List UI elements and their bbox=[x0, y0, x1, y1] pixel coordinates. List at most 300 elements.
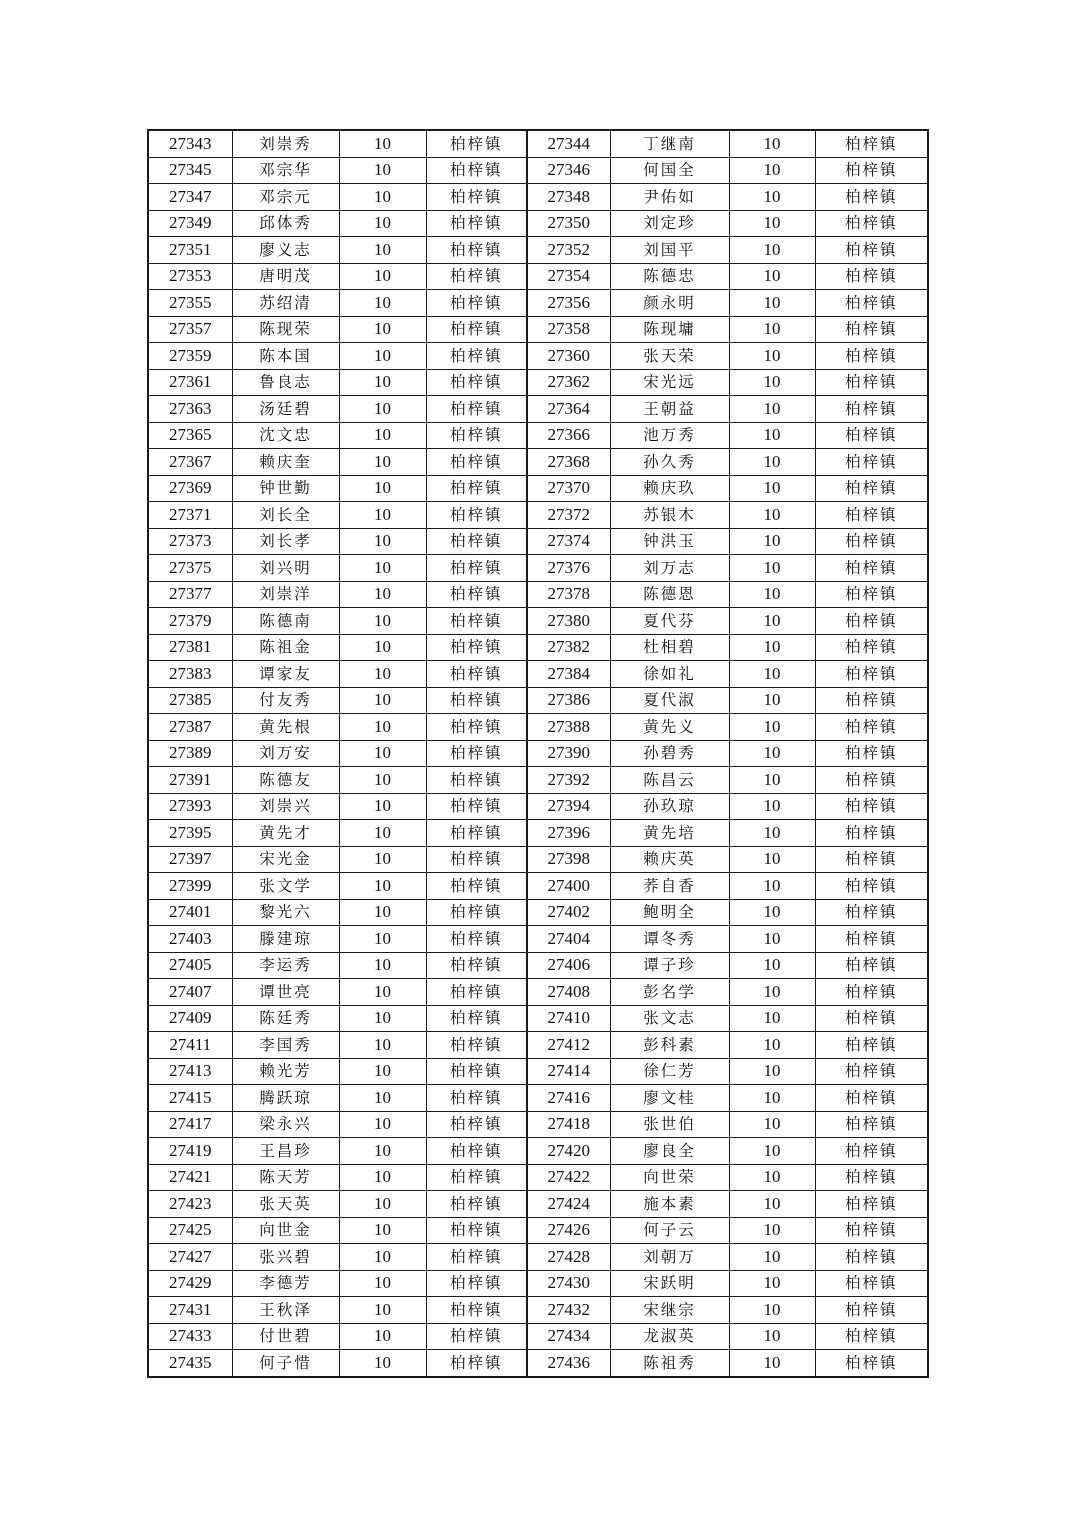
right-town-name: 柏梓镇 bbox=[815, 1032, 928, 1059]
left-amount-value: 10 bbox=[339, 237, 426, 264]
right-person-name: 荞自香 bbox=[610, 873, 729, 900]
table-row bbox=[148, 634, 928, 661]
right-amount-value: 10 bbox=[729, 1138, 815, 1165]
right-town-name: 柏梓镇 bbox=[815, 926, 928, 953]
left-person-name: 张天英 bbox=[232, 1191, 339, 1218]
right-amount-value: 10 bbox=[729, 475, 815, 502]
right-record-number: 27416 bbox=[527, 1085, 610, 1112]
left-town-name: 柏梓镇 bbox=[426, 1058, 527, 1085]
right-record-number: 27350 bbox=[527, 210, 610, 237]
table-row bbox=[148, 793, 928, 820]
left-record-number: 27365 bbox=[148, 422, 232, 449]
table-row bbox=[148, 1191, 928, 1218]
left-record-number: 27423 bbox=[148, 1191, 232, 1218]
table-row bbox=[148, 608, 928, 635]
left-record-number: 27377 bbox=[148, 581, 232, 608]
right-record-number: 27360 bbox=[527, 343, 610, 370]
right-amount-value: 10 bbox=[729, 1244, 815, 1271]
left-town-name: 柏梓镇 bbox=[426, 237, 527, 264]
right-person-name: 宋光远 bbox=[610, 369, 729, 396]
left-person-name: 黎光六 bbox=[232, 899, 339, 926]
left-amount-value: 10 bbox=[339, 528, 426, 555]
right-record-number: 27348 bbox=[527, 184, 610, 211]
table-row bbox=[148, 1058, 928, 1085]
right-town-name: 柏梓镇 bbox=[815, 979, 928, 1006]
table-row bbox=[148, 1350, 928, 1377]
right-person-name: 向世荣 bbox=[610, 1164, 729, 1191]
right-town-name: 柏梓镇 bbox=[815, 502, 928, 529]
right-person-name: 谭子珍 bbox=[610, 952, 729, 979]
table-row bbox=[148, 767, 928, 794]
right-amount-value: 10 bbox=[729, 581, 815, 608]
right-record-number: 27374 bbox=[527, 528, 610, 555]
right-person-name: 尹佑如 bbox=[610, 184, 729, 211]
table-row bbox=[148, 1005, 928, 1032]
left-town-name: 柏梓镇 bbox=[426, 846, 527, 873]
right-record-number: 27426 bbox=[527, 1217, 610, 1244]
left-amount-value: 10 bbox=[339, 1217, 426, 1244]
left-record-number: 27349 bbox=[148, 210, 232, 237]
right-person-name: 施本素 bbox=[610, 1191, 729, 1218]
left-town-name: 柏梓镇 bbox=[426, 687, 527, 714]
right-amount-value: 10 bbox=[729, 1085, 815, 1112]
left-person-name: 向世金 bbox=[232, 1217, 339, 1244]
right-person-name: 刘国平 bbox=[610, 237, 729, 264]
left-amount-value: 10 bbox=[339, 263, 426, 290]
right-person-name: 廖文桂 bbox=[610, 1085, 729, 1112]
table-row bbox=[148, 475, 928, 502]
left-person-name: 梁永兴 bbox=[232, 1111, 339, 1138]
left-amount-value: 10 bbox=[339, 608, 426, 635]
right-amount-value: 10 bbox=[729, 1111, 815, 1138]
left-town-name: 柏梓镇 bbox=[426, 130, 527, 157]
left-person-name: 陈天芳 bbox=[232, 1164, 339, 1191]
table-row bbox=[148, 1270, 928, 1297]
left-amount-value: 10 bbox=[339, 157, 426, 184]
left-amount-value: 10 bbox=[339, 369, 426, 396]
left-amount-value: 10 bbox=[339, 1058, 426, 1085]
right-record-number: 27370 bbox=[527, 475, 610, 502]
right-town-name: 柏梓镇 bbox=[815, 899, 928, 926]
left-record-number: 27353 bbox=[148, 263, 232, 290]
left-person-name: 刘崇兴 bbox=[232, 793, 339, 820]
table-row bbox=[148, 237, 928, 264]
left-person-name: 唐明茂 bbox=[232, 263, 339, 290]
right-record-number: 27366 bbox=[527, 422, 610, 449]
left-person-name: 付友秀 bbox=[232, 687, 339, 714]
left-amount-value: 10 bbox=[339, 343, 426, 370]
left-person-name: 刘长孝 bbox=[232, 528, 339, 555]
right-town-name: 柏梓镇 bbox=[815, 740, 928, 767]
left-record-number: 27359 bbox=[148, 343, 232, 370]
right-record-number: 27362 bbox=[527, 369, 610, 396]
table-row bbox=[148, 1244, 928, 1271]
left-person-name: 张文学 bbox=[232, 873, 339, 900]
left-amount-value: 10 bbox=[339, 502, 426, 529]
right-town-name: 柏梓镇 bbox=[815, 581, 928, 608]
right-town-name: 柏梓镇 bbox=[815, 237, 928, 264]
right-town-name: 柏梓镇 bbox=[815, 1058, 928, 1085]
left-town-name: 柏梓镇 bbox=[426, 608, 527, 635]
right-amount-value: 10 bbox=[729, 157, 815, 184]
right-record-number: 27392 bbox=[527, 767, 610, 794]
table-row bbox=[148, 661, 928, 688]
right-record-number: 27418 bbox=[527, 1111, 610, 1138]
table-row bbox=[148, 210, 928, 237]
right-town-name: 柏梓镇 bbox=[815, 1191, 928, 1218]
right-record-number: 27424 bbox=[527, 1191, 610, 1218]
left-amount-value: 10 bbox=[339, 396, 426, 423]
left-amount-value: 10 bbox=[339, 1350, 426, 1377]
right-amount-value: 10 bbox=[729, 793, 815, 820]
left-town-name: 柏梓镇 bbox=[426, 926, 527, 953]
right-record-number: 27422 bbox=[527, 1164, 610, 1191]
left-record-number: 27363 bbox=[148, 396, 232, 423]
left-town-name: 柏梓镇 bbox=[426, 740, 527, 767]
left-town-name: 柏梓镇 bbox=[426, 263, 527, 290]
right-record-number: 27358 bbox=[527, 316, 610, 343]
right-record-number: 27402 bbox=[527, 899, 610, 926]
right-town-name: 柏梓镇 bbox=[815, 1085, 928, 1112]
left-amount-value: 10 bbox=[339, 130, 426, 157]
left-record-number: 27347 bbox=[148, 184, 232, 211]
left-record-number: 27411 bbox=[148, 1032, 232, 1059]
right-record-number: 27394 bbox=[527, 793, 610, 820]
left-amount-value: 10 bbox=[339, 449, 426, 476]
left-town-name: 柏梓镇 bbox=[426, 634, 527, 661]
left-record-number: 27387 bbox=[148, 714, 232, 741]
right-amount-value: 10 bbox=[729, 396, 815, 423]
left-person-name: 陈廷秀 bbox=[232, 1005, 339, 1032]
left-record-number: 27361 bbox=[148, 369, 232, 396]
left-amount-value: 10 bbox=[339, 1005, 426, 1032]
right-amount-value: 10 bbox=[729, 979, 815, 1006]
right-amount-value: 10 bbox=[729, 210, 815, 237]
right-town-name: 柏梓镇 bbox=[815, 555, 928, 582]
left-person-name: 腾跃琼 bbox=[232, 1085, 339, 1112]
left-amount-value: 10 bbox=[339, 767, 426, 794]
left-town-name: 柏梓镇 bbox=[426, 1005, 527, 1032]
left-amount-value: 10 bbox=[339, 1191, 426, 1218]
table-row bbox=[148, 846, 928, 873]
right-record-number: 27378 bbox=[527, 581, 610, 608]
table-row bbox=[148, 290, 928, 317]
left-person-name: 李运秀 bbox=[232, 952, 339, 979]
left-town-name: 柏梓镇 bbox=[426, 290, 527, 317]
right-person-name: 赖庆英 bbox=[610, 846, 729, 873]
left-town-name: 柏梓镇 bbox=[426, 1085, 527, 1112]
right-person-name: 孙碧秀 bbox=[610, 740, 729, 767]
left-town-name: 柏梓镇 bbox=[426, 1111, 527, 1138]
right-person-name: 陈德恩 bbox=[610, 581, 729, 608]
right-amount-value: 10 bbox=[729, 687, 815, 714]
right-town-name: 柏梓镇 bbox=[815, 793, 928, 820]
left-record-number: 27401 bbox=[148, 899, 232, 926]
table-row bbox=[148, 979, 928, 1006]
left-town-name: 柏梓镇 bbox=[426, 873, 527, 900]
right-amount-value: 10 bbox=[729, 1297, 815, 1324]
right-amount-value: 10 bbox=[729, 608, 815, 635]
right-town-name: 柏梓镇 bbox=[815, 767, 928, 794]
left-person-name: 刘兴明 bbox=[232, 555, 339, 582]
left-record-number: 27405 bbox=[148, 952, 232, 979]
right-person-name: 丁继南 bbox=[610, 130, 729, 157]
left-record-number: 27381 bbox=[148, 634, 232, 661]
left-amount-value: 10 bbox=[339, 581, 426, 608]
right-town-name: 柏梓镇 bbox=[815, 1270, 928, 1297]
table-row bbox=[148, 184, 928, 211]
right-town-name: 柏梓镇 bbox=[815, 952, 928, 979]
left-person-name: 滕建琼 bbox=[232, 926, 339, 953]
left-person-name: 李德芳 bbox=[232, 1270, 339, 1297]
right-person-name: 杜相碧 bbox=[610, 634, 729, 661]
right-amount-value: 10 bbox=[729, 1191, 815, 1218]
right-record-number: 27344 bbox=[527, 130, 610, 157]
left-record-number: 27369 bbox=[148, 475, 232, 502]
right-town-name: 柏梓镇 bbox=[815, 820, 928, 847]
right-amount-value: 10 bbox=[729, 846, 815, 873]
table-row bbox=[148, 157, 928, 184]
right-town-name: 柏梓镇 bbox=[815, 1164, 928, 1191]
left-record-number: 27409 bbox=[148, 1005, 232, 1032]
left-amount-value: 10 bbox=[339, 634, 426, 661]
right-person-name: 陈现墉 bbox=[610, 316, 729, 343]
right-record-number: 27386 bbox=[527, 687, 610, 714]
left-record-number: 27425 bbox=[148, 1217, 232, 1244]
table-row bbox=[148, 1297, 928, 1324]
left-person-name: 谭世亮 bbox=[232, 979, 339, 1006]
left-person-name: 李国秀 bbox=[232, 1032, 339, 1059]
right-person-name: 赖庆玖 bbox=[610, 475, 729, 502]
left-amount-value: 10 bbox=[339, 1244, 426, 1271]
right-person-name: 宋继宗 bbox=[610, 1297, 729, 1324]
right-amount-value: 10 bbox=[729, 1058, 815, 1085]
table-row bbox=[148, 1164, 928, 1191]
right-amount-value: 10 bbox=[729, 740, 815, 767]
right-record-number: 27430 bbox=[527, 1270, 610, 1297]
left-amount-value: 10 bbox=[339, 1032, 426, 1059]
left-record-number: 27389 bbox=[148, 740, 232, 767]
left-amount-value: 10 bbox=[339, 1270, 426, 1297]
left-person-name: 汤廷碧 bbox=[232, 396, 339, 423]
table-row bbox=[148, 899, 928, 926]
left-person-name: 邱体秀 bbox=[232, 210, 339, 237]
table-row bbox=[148, 926, 928, 953]
left-town-name: 柏梓镇 bbox=[426, 1323, 527, 1350]
left-record-number: 27383 bbox=[148, 661, 232, 688]
left-town-name: 柏梓镇 bbox=[426, 1138, 527, 1165]
left-person-name: 刘长全 bbox=[232, 502, 339, 529]
right-town-name: 柏梓镇 bbox=[815, 714, 928, 741]
right-amount-value: 10 bbox=[729, 1270, 815, 1297]
left-amount-value: 10 bbox=[339, 1111, 426, 1138]
left-record-number: 27395 bbox=[148, 820, 232, 847]
right-amount-value: 10 bbox=[729, 290, 815, 317]
left-person-name: 付世碧 bbox=[232, 1323, 339, 1350]
right-record-number: 27364 bbox=[527, 396, 610, 423]
right-person-name: 张天荣 bbox=[610, 343, 729, 370]
right-record-number: 27352 bbox=[527, 237, 610, 264]
left-record-number: 27371 bbox=[148, 502, 232, 529]
left-town-name: 柏梓镇 bbox=[426, 1164, 527, 1191]
right-amount-value: 10 bbox=[729, 316, 815, 343]
left-amount-value: 10 bbox=[339, 687, 426, 714]
right-record-number: 27400 bbox=[527, 873, 610, 900]
right-record-number: 27412 bbox=[527, 1032, 610, 1059]
left-town-name: 柏梓镇 bbox=[426, 475, 527, 502]
left-record-number: 27393 bbox=[148, 793, 232, 820]
left-town-name: 柏梓镇 bbox=[426, 555, 527, 582]
left-record-number: 27385 bbox=[148, 687, 232, 714]
left-amount-value: 10 bbox=[339, 1164, 426, 1191]
left-amount-value: 10 bbox=[339, 714, 426, 741]
right-town-name: 柏梓镇 bbox=[815, 1005, 928, 1032]
right-amount-value: 10 bbox=[729, 634, 815, 661]
right-town-name: 柏梓镇 bbox=[815, 1111, 928, 1138]
right-record-number: 27404 bbox=[527, 926, 610, 953]
left-town-name: 柏梓镇 bbox=[426, 581, 527, 608]
right-amount-value: 10 bbox=[729, 714, 815, 741]
table-row bbox=[148, 1085, 928, 1112]
left-record-number: 27351 bbox=[148, 237, 232, 264]
left-town-name: 柏梓镇 bbox=[426, 1350, 527, 1377]
left-town-name: 柏梓镇 bbox=[426, 184, 527, 211]
left-town-name: 柏梓镇 bbox=[426, 396, 527, 423]
left-amount-value: 10 bbox=[339, 979, 426, 1006]
left-amount-value: 10 bbox=[339, 793, 426, 820]
right-record-number: 27428 bbox=[527, 1244, 610, 1271]
right-person-name: 龙淑英 bbox=[610, 1323, 729, 1350]
left-person-name: 邓宗华 bbox=[232, 157, 339, 184]
left-amount-value: 10 bbox=[339, 1297, 426, 1324]
right-amount-value: 10 bbox=[729, 926, 815, 953]
left-person-name: 陈现荣 bbox=[232, 316, 339, 343]
right-amount-value: 10 bbox=[729, 449, 815, 476]
right-amount-value: 10 bbox=[729, 1032, 815, 1059]
left-record-number: 27417 bbox=[148, 1111, 232, 1138]
right-person-name: 陈德忠 bbox=[610, 263, 729, 290]
left-record-number: 27429 bbox=[148, 1270, 232, 1297]
left-record-number: 27379 bbox=[148, 608, 232, 635]
right-record-number: 27410 bbox=[527, 1005, 610, 1032]
right-amount-value: 10 bbox=[729, 661, 815, 688]
left-person-name: 鲁良志 bbox=[232, 369, 339, 396]
right-person-name: 宋跃明 bbox=[610, 1270, 729, 1297]
right-person-name: 黄先义 bbox=[610, 714, 729, 741]
right-record-number: 27434 bbox=[527, 1323, 610, 1350]
right-person-name: 彭名学 bbox=[610, 979, 729, 1006]
left-amount-value: 10 bbox=[339, 475, 426, 502]
right-person-name: 刘万志 bbox=[610, 555, 729, 582]
table-row bbox=[148, 1111, 928, 1138]
left-record-number: 27435 bbox=[148, 1350, 232, 1377]
right-town-name: 柏梓镇 bbox=[815, 475, 928, 502]
right-record-number: 27382 bbox=[527, 634, 610, 661]
right-town-name: 柏梓镇 bbox=[815, 687, 928, 714]
right-person-name: 孙玖琼 bbox=[610, 793, 729, 820]
left-amount-value: 10 bbox=[339, 926, 426, 953]
table-row bbox=[148, 820, 928, 847]
right-record-number: 27398 bbox=[527, 846, 610, 873]
left-amount-value: 10 bbox=[339, 873, 426, 900]
left-record-number: 27415 bbox=[148, 1085, 232, 1112]
right-town-name: 柏梓镇 bbox=[815, 528, 928, 555]
left-person-name: 宋光金 bbox=[232, 846, 339, 873]
right-amount-value: 10 bbox=[729, 820, 815, 847]
left-record-number: 27421 bbox=[148, 1164, 232, 1191]
table-row bbox=[148, 952, 928, 979]
left-town-name: 柏梓镇 bbox=[426, 793, 527, 820]
right-person-name: 池万秀 bbox=[610, 422, 729, 449]
right-amount-value: 10 bbox=[729, 899, 815, 926]
left-record-number: 27375 bbox=[148, 555, 232, 582]
left-record-number: 27413 bbox=[148, 1058, 232, 1085]
right-amount-value: 10 bbox=[729, 1323, 815, 1350]
roster-body bbox=[148, 130, 928, 1377]
left-record-number: 27373 bbox=[148, 528, 232, 555]
left-record-number: 27433 bbox=[148, 1323, 232, 1350]
right-record-number: 27356 bbox=[527, 290, 610, 317]
right-town-name: 柏梓镇 bbox=[815, 1138, 928, 1165]
left-person-name: 陈德南 bbox=[232, 608, 339, 635]
table-row bbox=[148, 714, 928, 741]
left-town-name: 柏梓镇 bbox=[426, 820, 527, 847]
left-record-number: 27345 bbox=[148, 157, 232, 184]
right-amount-value: 10 bbox=[729, 1217, 815, 1244]
table-row bbox=[148, 449, 928, 476]
left-record-number: 27391 bbox=[148, 767, 232, 794]
right-person-name: 鲍明全 bbox=[610, 899, 729, 926]
left-person-name: 黄先才 bbox=[232, 820, 339, 847]
left-town-name: 柏梓镇 bbox=[426, 899, 527, 926]
right-record-number: 27346 bbox=[527, 157, 610, 184]
table-row bbox=[148, 1323, 928, 1350]
left-amount-value: 10 bbox=[339, 316, 426, 343]
left-record-number: 27367 bbox=[148, 449, 232, 476]
right-person-name: 夏代芬 bbox=[610, 608, 729, 635]
table-row bbox=[148, 740, 928, 767]
left-amount-value: 10 bbox=[339, 184, 426, 211]
right-amount-value: 10 bbox=[729, 767, 815, 794]
right-person-name: 彭科素 bbox=[610, 1032, 729, 1059]
left-person-name: 邓宗元 bbox=[232, 184, 339, 211]
left-amount-value: 10 bbox=[339, 952, 426, 979]
left-record-number: 27403 bbox=[148, 926, 232, 953]
right-town-name: 柏梓镇 bbox=[815, 1297, 928, 1324]
left-person-name: 钟世勤 bbox=[232, 475, 339, 502]
left-town-name: 柏梓镇 bbox=[426, 767, 527, 794]
left-person-name: 廖义志 bbox=[232, 237, 339, 264]
left-person-name: 陈祖金 bbox=[232, 634, 339, 661]
table-row bbox=[148, 316, 928, 343]
right-town-name: 柏梓镇 bbox=[815, 263, 928, 290]
left-amount-value: 10 bbox=[339, 661, 426, 688]
right-town-name: 柏梓镇 bbox=[815, 157, 928, 184]
right-town-name: 柏梓镇 bbox=[815, 343, 928, 370]
right-amount-value: 10 bbox=[729, 263, 815, 290]
table-row bbox=[148, 581, 928, 608]
right-amount-value: 10 bbox=[729, 422, 815, 449]
right-town-name: 柏梓镇 bbox=[815, 661, 928, 688]
left-town-name: 柏梓镇 bbox=[426, 952, 527, 979]
right-person-name: 陈祖秀 bbox=[610, 1350, 729, 1377]
right-person-name: 夏代淑 bbox=[610, 687, 729, 714]
table-row bbox=[148, 396, 928, 423]
right-town-name: 柏梓镇 bbox=[815, 290, 928, 317]
right-record-number: 27396 bbox=[527, 820, 610, 847]
right-record-number: 27436 bbox=[527, 1350, 610, 1377]
right-person-name: 黄先培 bbox=[610, 820, 729, 847]
